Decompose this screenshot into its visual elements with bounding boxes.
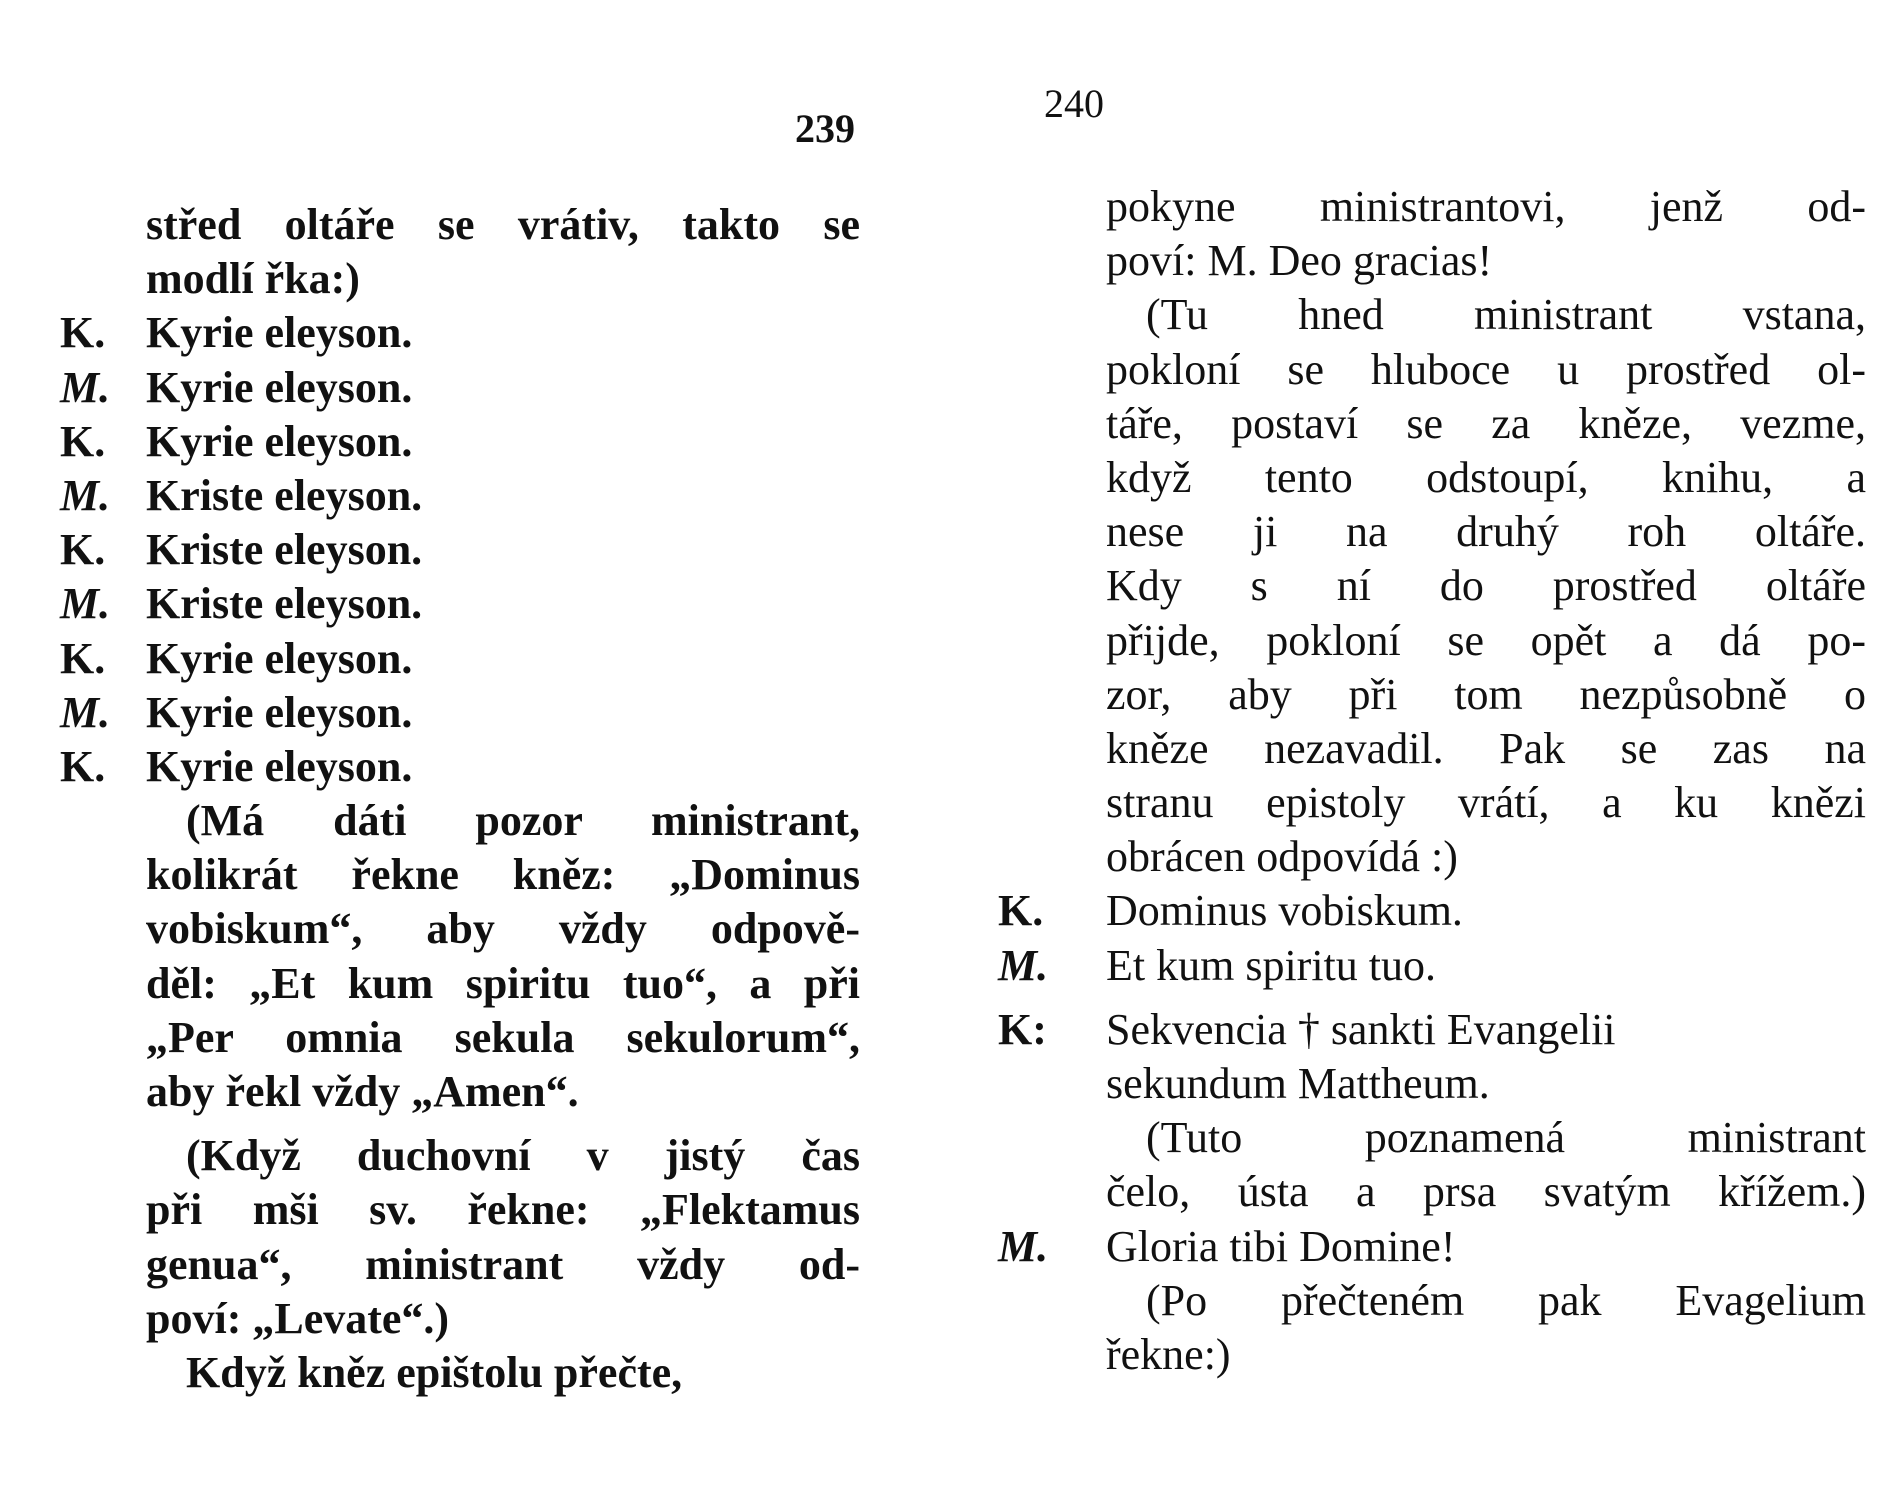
text-line: modlí řka:) — [146, 254, 360, 304]
dialog-line: M. Kyrie eleyson. — [60, 687, 413, 737]
text-line: čelo, ústa a prsa svatým křížem.) — [1106, 1167, 1866, 1217]
page-number-right: 240 — [1044, 81, 1104, 126]
text-line: táře, postaví se za kněze, vezme, — [1106, 398, 1866, 448]
page-number-left: 239 — [795, 106, 855, 151]
dialog-line: K: Sekvencia † sankti Evangelii — [998, 1004, 1616, 1054]
text-line: aby řekl vždy „Amen“. — [146, 1067, 579, 1116]
dialog-line: M. Kyrie eleyson. — [60, 362, 413, 412]
text-line: vobiskum“, aby vždy odpově- — [146, 904, 860, 954]
dialog-line: K. Kyrie eleyson. — [60, 308, 413, 358]
text-line: při mši sv. řekne: „Flektamus — [146, 1185, 860, 1235]
text-line: (Tu hned ministrant vstana, — [1146, 290, 1866, 340]
text-line: (Když duchovní v jistý čas — [186, 1131, 860, 1181]
text-line: poví: M. Deo gracias! — [1106, 236, 1493, 286]
text-line: kněze nezavadil. Pak se zas na — [1106, 723, 1866, 773]
text-line: Když kněz epištolu přečte, — [186, 1347, 683, 1397]
dialog-line: M. Et kum spiritu tuo. — [998, 940, 1436, 990]
text-line: „Per omnia sekula sekulorum“, — [146, 1012, 860, 1062]
dialog-line: M. Kriste eleyson. — [60, 470, 423, 520]
text-line: nese ji na druhý roh oltáře. — [1106, 507, 1866, 557]
right-text-block — [998, 180, 1866, 1382]
text-line: pokloní se hluboce u prostřed ol- — [1106, 344, 1866, 394]
text-line: kolikrát řekne kněz: „Dominus — [146, 850, 860, 900]
dialog-line: K. Kyrie eleyson. — [60, 741, 413, 791]
text-line: pokyne ministrantovi, jenž od- — [1106, 182, 1866, 231]
text-line: genua“, ministrant vždy od- — [146, 1239, 860, 1289]
dialog-line: K. Kriste eleyson. — [60, 525, 423, 575]
text-line: střed oltáře se vrátiv, takto se — [146, 200, 860, 249]
left-text-block — [60, 198, 860, 1400]
text-line: poví: „Levate“.) — [146, 1293, 450, 1343]
text-line: Kdy s ní do prostřed oltáře — [1106, 561, 1866, 611]
text-line: obrácen odpovídá :) — [1106, 832, 1458, 882]
right-page — [946, 0, 1892, 1500]
dialog-line: K. Kyrie eleyson. — [60, 633, 413, 683]
text-line: zor, aby při tom nezpůsobně o — [1106, 669, 1866, 719]
text-line: sekundum Mattheum. — [1106, 1059, 1490, 1108]
dialog-line: M. Kriste eleyson. — [60, 579, 423, 629]
dialog-line: K. Kyrie eleyson. — [60, 416, 413, 466]
text-line: (Má dáti pozor ministrant, — [186, 796, 860, 846]
text-line: (Tuto poznamená ministrant — [1146, 1113, 1866, 1163]
dialog-line: M. Gloria tibi Domine! — [998, 1221, 1456, 1271]
text-line: přijde, pokloní se opět a dá po- — [1106, 615, 1866, 665]
text-line: řekne:) — [1106, 1329, 1231, 1379]
text-line: děl: „Et kum spiritu tuo“, a při — [146, 958, 860, 1008]
dialog-line: K. Dominus vobiskum. — [998, 886, 1463, 936]
text-line: (Po přečteném pak Evagelium — [1146, 1275, 1866, 1325]
text-line: stranu epistoly vrátí, a ku knězi — [1106, 778, 1866, 828]
text-line: když tento odstoupí, knihu, a — [1106, 452, 1866, 502]
